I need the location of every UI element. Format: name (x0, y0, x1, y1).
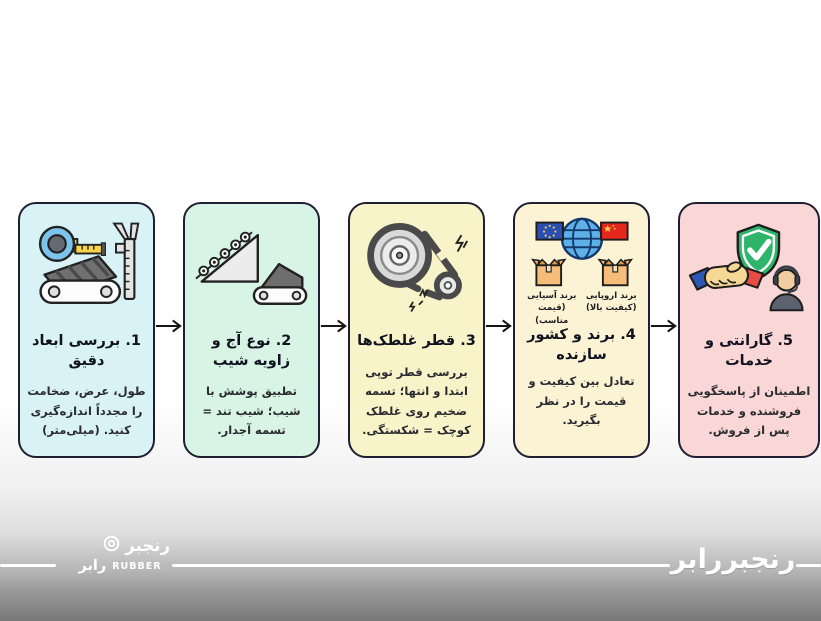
european-brand-label: برند اروپایی (کیفیت بالا) (585, 291, 637, 314)
step-1-title: 1. بررسی ابعاد دقیق (32, 333, 141, 369)
step-card-5 (678, 202, 820, 458)
asian-brand-label: برند آسیایی (قیمت مناسب) (527, 291, 577, 326)
globe-flags-boxes-icon (524, 216, 640, 288)
step-card-2 (183, 202, 320, 458)
footer-divider-left (0, 564, 56, 567)
step-4-title: 4. برند و کشور سازنده (527, 327, 636, 363)
brand-name-fa-2: رابر (78, 558, 107, 574)
belt-roll-icon (103, 535, 120, 556)
step-3-title: 3. قطر غلطک‌ها (357, 333, 476, 349)
footer-divider-middle (172, 564, 670, 567)
arrow-right-icon (155, 318, 183, 334)
flow-arrow-1 (155, 202, 183, 458)
step-card-1 (18, 202, 155, 458)
step-2-body: تطبیق پوشش با شیب؛ شیب تند = تسمه آجدار. (202, 384, 301, 438)
shield-handshake-support-icon (688, 216, 810, 320)
brand-name-latin: RUBBER (112, 560, 162, 572)
measuring-tools-icon (29, 216, 145, 320)
step-4-body: تعادل بین کیفیت و قیمت را در نظر بگیرید. (528, 374, 635, 428)
arrow-right-icon (320, 318, 348, 334)
brand-logo (70, 535, 170, 574)
step-3-body: بررسی قطر توپی ابتدا و انتها؛ تسمه ضخیم روی غلطک کوچک = شکستگی. (362, 364, 471, 438)
brand-box-labels (522, 290, 641, 326)
step-5-body: اطمینان از پاسخگویی فروشنده و خدمات پس از فروش. (687, 384, 811, 438)
step-card-4 (513, 202, 650, 458)
step-1-body: طول، عرض، ضخامت را مجدداً اندازه‌گیری کنید. (میلی‌متر) (27, 384, 146, 438)
brand-wordmark: رنجبررابر (670, 544, 796, 575)
step-2-title: 2. نوع آج و زاویه شیب (211, 333, 292, 369)
inclined-conveyor-icon (194, 216, 310, 320)
flow-arrow-4 (650, 202, 678, 458)
steps-row (18, 202, 811, 458)
step-card-3 (348, 202, 485, 458)
footer-divider-right (796, 564, 821, 567)
pulley-belt-icon (359, 216, 475, 320)
step-5-title: 5. گارانتی و خدمات (705, 333, 793, 369)
arrow-right-icon (650, 318, 678, 334)
flow-arrow-2 (320, 202, 348, 458)
arrow-right-icon (485, 318, 513, 334)
brand-name-fa: رنجبر (125, 535, 170, 555)
flow-arrow-3 (485, 202, 513, 458)
